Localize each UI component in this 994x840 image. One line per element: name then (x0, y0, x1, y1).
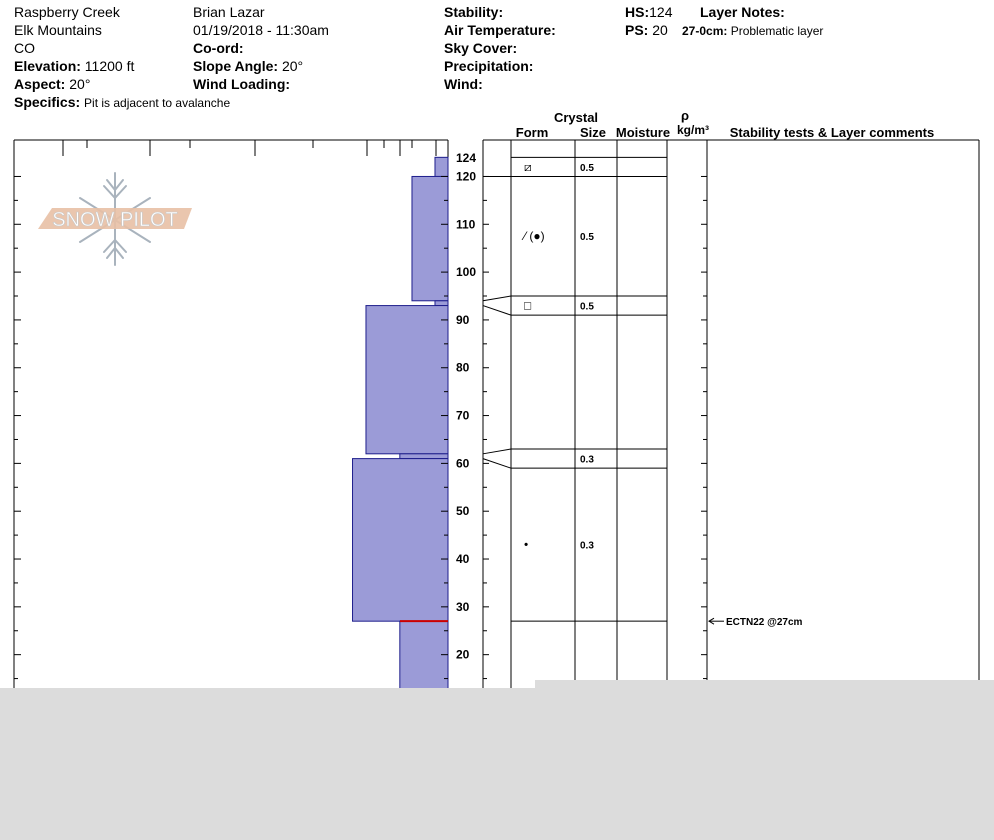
hardness-bar-5 (353, 459, 448, 622)
logo-text: SNOW PILOT (52, 209, 178, 231)
stability-test-0: ECTN22 @27cm (726, 617, 803, 629)
crystal-form-4: • (524, 537, 529, 552)
specifics-value: Pit is adjacent to avalanche (84, 96, 231, 110)
slope-angle-label: Slope Angle: (193, 58, 279, 74)
crystal-form-1: ⁄ (●) (524, 229, 545, 244)
hs-label: HS: (625, 4, 650, 20)
header-form: Form (515, 125, 549, 140)
ps-value: 20 (652, 22, 668, 38)
depth-tick-label: 90 (456, 312, 470, 327)
depth-tick-label: 100 (456, 265, 477, 280)
sky-cover-label: Sky Cover: (444, 40, 518, 56)
wind-label: Wind: (444, 76, 483, 92)
specifics-label: Specifics: (14, 94, 81, 110)
coord-label: Co-ord: (193, 40, 244, 56)
depth-tick-label: 20 (456, 647, 470, 662)
hardness-bar-0 (435, 157, 448, 176)
layer-table (483, 108, 979, 690)
aspect-value: 20° (69, 76, 91, 92)
depth-tick-label: 30 (456, 599, 470, 614)
layer-note-text: Problematic layer (730, 24, 824, 38)
stability-label: Stability: (444, 4, 504, 20)
observer-name: Brian Lazar (193, 4, 265, 20)
depth-tick-label: 80 (456, 360, 470, 375)
header-rho: ρ (680, 108, 690, 123)
layer-note-range: 27-0cm: (682, 24, 728, 38)
elevation-label: Elevation: (14, 58, 81, 74)
header-size: Size (579, 125, 607, 140)
hardness-ticks (63, 140, 436, 156)
hardness-bar-2 (435, 301, 448, 306)
observation-datetime: 01/19/2018 - 11:30am (193, 22, 329, 38)
header-moisture: Moisture (615, 125, 671, 140)
layer-notes-label: Layer Notes: (700, 4, 785, 20)
crystal-form-0: ⧄ (524, 159, 532, 174)
hardness-bars (353, 157, 448, 750)
ps-label: PS: (625, 22, 649, 38)
location-name: Raspberry Creek (14, 4, 120, 20)
depth-tick-label: 40 (456, 552, 470, 567)
depth-tick-label: 50 (456, 504, 470, 519)
mountain-range: Elk Mountains (14, 22, 102, 38)
layer-connector (483, 296, 511, 301)
layer-connector (483, 306, 511, 316)
header-density-unit: kg/m³ (676, 123, 710, 137)
slope-angle-value: 20° (281, 58, 304, 74)
layer-connector (483, 449, 511, 454)
hardness-bar-3 (366, 306, 448, 454)
snowpilot-logo (38, 173, 192, 265)
header-comments: Stability tests & Layer comments (729, 125, 935, 140)
depth-axis (14, 169, 707, 702)
aspect-label: Aspect: (14, 76, 66, 92)
crystal-size-4: 0.3 (580, 540, 594, 552)
crystal-size-2: 0.5 (580, 301, 594, 313)
depth-tick-label: 70 (456, 408, 470, 423)
elevation-value: 11200 ft (84, 58, 135, 74)
stability-tests (709, 617, 803, 628)
wind-loading-label: Wind Loading: (193, 76, 291, 92)
header-crystal: Crystal (553, 110, 599, 125)
precipitation-label: Precipitation: (444, 58, 534, 74)
depth-tick-label: 120 (456, 169, 477, 184)
crystal-size-0: 0.5 (580, 162, 594, 174)
hs-value: 124 (649, 4, 673, 20)
depth-tick-label: 60 (456, 456, 470, 471)
window-overlay (0, 688, 994, 840)
air-temperature-label: Air Temperature: (444, 22, 556, 38)
hardness-bar-1 (412, 176, 448, 300)
crystal-size-1: 0.5 (580, 232, 594, 244)
top-depth-label: 124 (456, 151, 477, 165)
depth-tick-label: 110 (456, 217, 476, 232)
crystal-size-3: 0.3 (580, 454, 594, 466)
hardness-bar-4 (400, 454, 448, 459)
crystal-form-2: □ (524, 298, 532, 313)
state: CO (14, 40, 35, 56)
